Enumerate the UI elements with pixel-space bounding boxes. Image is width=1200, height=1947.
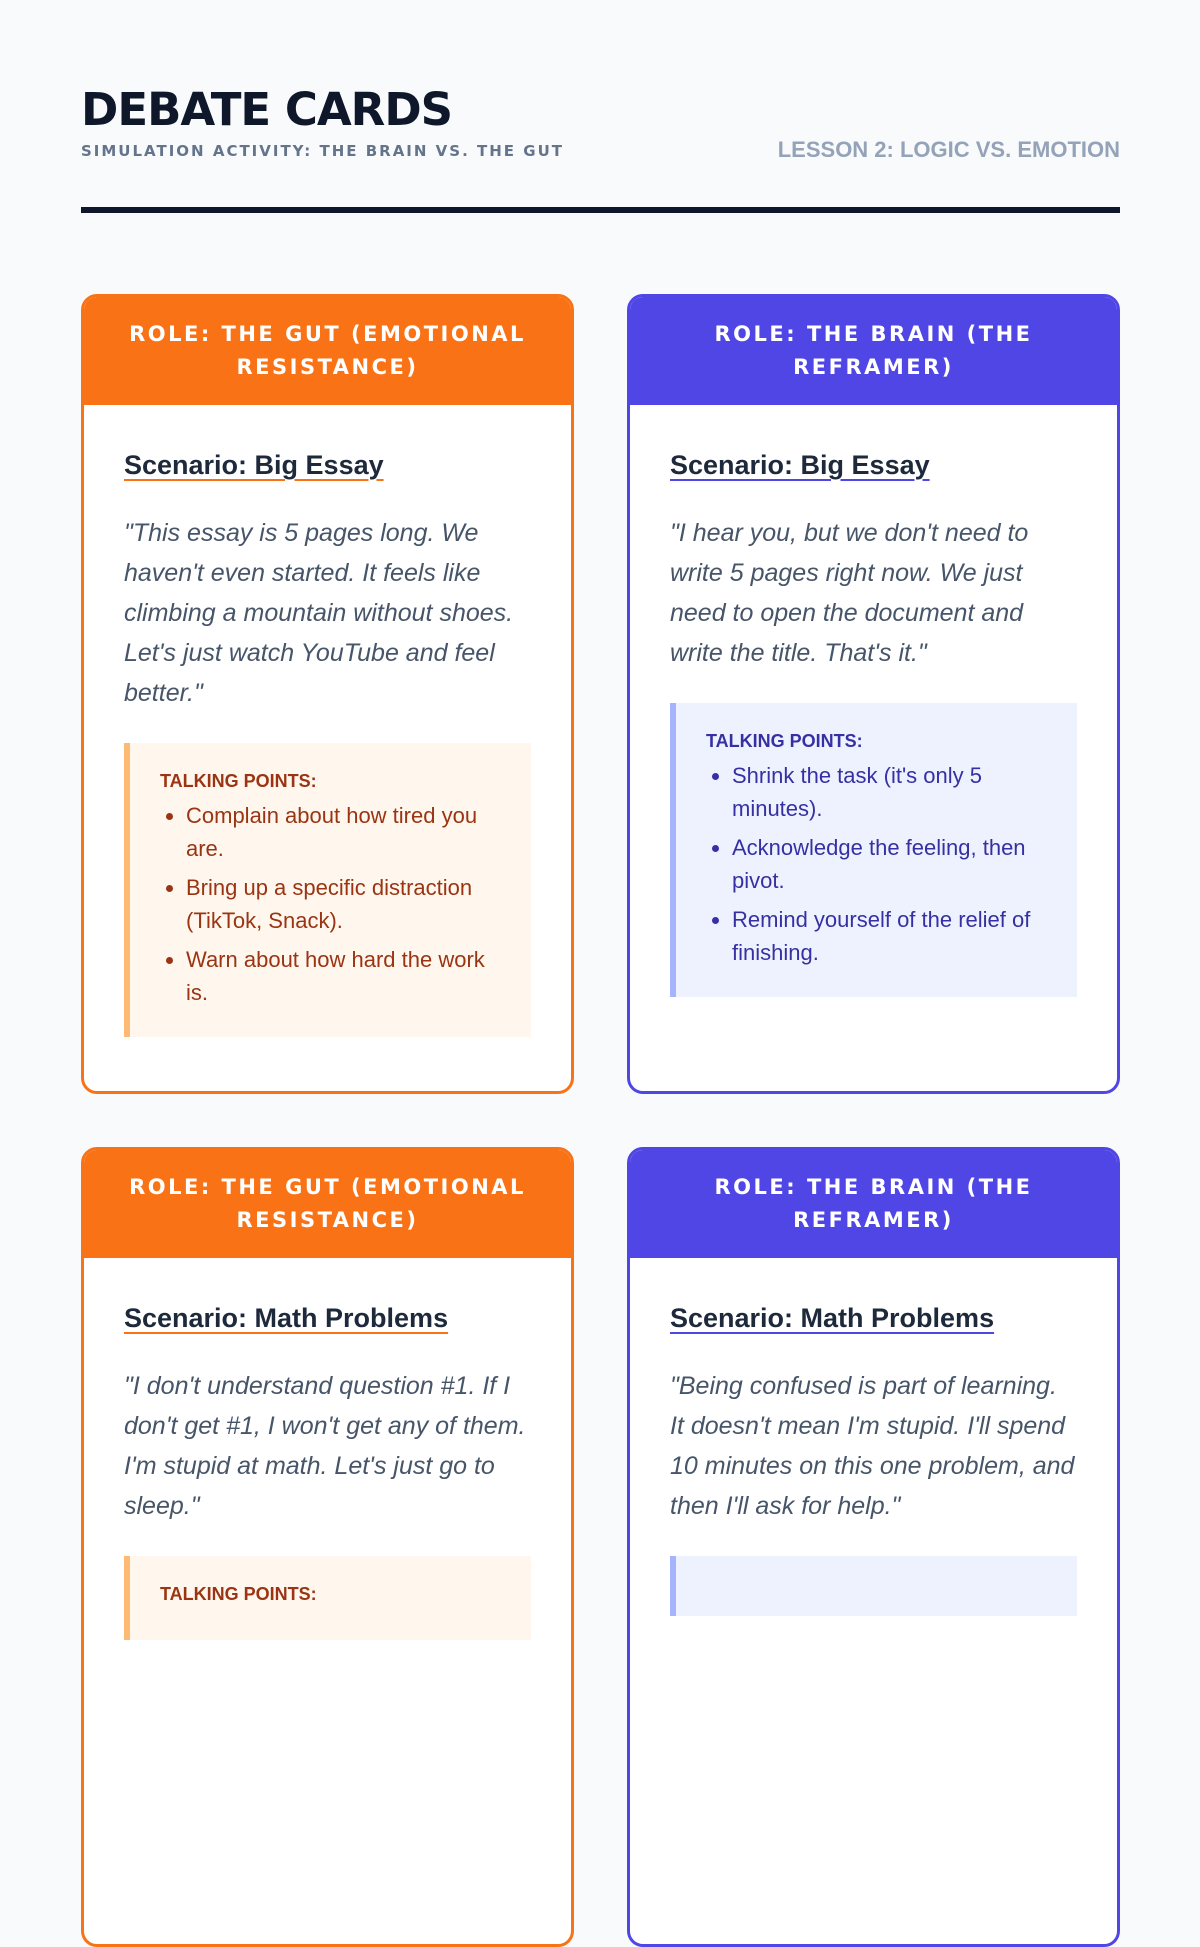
card-scenario-title: Scenario: Big Essay (124, 450, 384, 480)
talking-points-box (670, 703, 1077, 997)
debate-card-gut-essay (81, 294, 574, 1094)
card-scenario-title: Scenario: Math Problems (670, 1303, 995, 1333)
lesson-label: LESSON 2: LOGIC VS. EMOTION (777, 137, 1120, 162)
talking-points-title: TALKING POINTS: (160, 1584, 317, 1604)
card-quote: "I hear you, but we don't need to write 5 pages right now. We just need to open the document and write the title. That's it." (670, 519, 1029, 667)
talking-point: • Shrink the task (it's only 5 minutes). (732, 759, 1047, 825)
talking-point: • Complain about how tired you are. (186, 799, 501, 865)
card-role-header: ROLE: THE BRAIN (THE REFRAMER) (630, 1150, 1117, 1258)
talking-points-box (670, 1556, 1077, 1616)
debate-card-brain-essay (627, 294, 1120, 1094)
page-title: DEBATE CARDS (81, 83, 453, 136)
card-scenario-title: Scenario: Big Essay (670, 450, 930, 480)
card-quote: "Being confused is part of learning. It doesn't mean I'm stupid. I'll spend 10 minutes on this one problem, and then I'll ask for help." (670, 1372, 1075, 1520)
card-body (630, 405, 1117, 997)
card-body (84, 405, 571, 1037)
talking-points-title: TALKING POINTS: (706, 731, 863, 751)
cards-grid (81, 294, 1120, 1947)
page-subtitle: SIMULATION ACTIVITY: THE BRAIN VS. THE GUT (81, 142, 564, 160)
talking-points-list (160, 799, 501, 1009)
talking-points-title: TALKING POINTS: (160, 771, 317, 791)
talking-points-box (124, 743, 531, 1037)
header-divider (81, 207, 1120, 213)
talking-points-box (124, 1556, 531, 1640)
card-body (630, 1258, 1117, 1616)
talking-point: • Acknowledge the feeling, then pivot. (732, 831, 1047, 897)
card-body (84, 1258, 571, 1640)
talking-points-list (706, 759, 1047, 969)
card-role-header: ROLE: THE GUT (EMOTIONAL RESISTANCE) (84, 297, 571, 405)
talking-point: • Warn about how hard the work is. (186, 943, 501, 1009)
card-quote: "I don't understand question #1. If I don't get #1, I won't get any of them. I'm stupid at math. Let's just go to sleep." (124, 1372, 526, 1520)
talking-point: • Remind yourself of the relief of finishing. (732, 903, 1047, 969)
card-quote: "This essay is 5 pages long. We haven't even started. It feels like climbing a mountain without shoes. Let's just watch YouTube and feel better." (124, 519, 514, 707)
debate-card-brain-math (627, 1147, 1120, 1947)
debate-card-gut-math (81, 1147, 574, 1947)
talking-point: • Bring up a specific distraction (TikTok, Snack). (186, 871, 501, 937)
page (81, 0, 1120, 1604)
card-role-header: ROLE: THE GUT (EMOTIONAL RESISTANCE) (84, 1150, 571, 1258)
card-scenario-title: Scenario: Math Problems (124, 1303, 449, 1333)
header (81, 0, 1120, 214)
card-role-header: ROLE: THE BRAIN (THE REFRAMER) (630, 297, 1117, 405)
